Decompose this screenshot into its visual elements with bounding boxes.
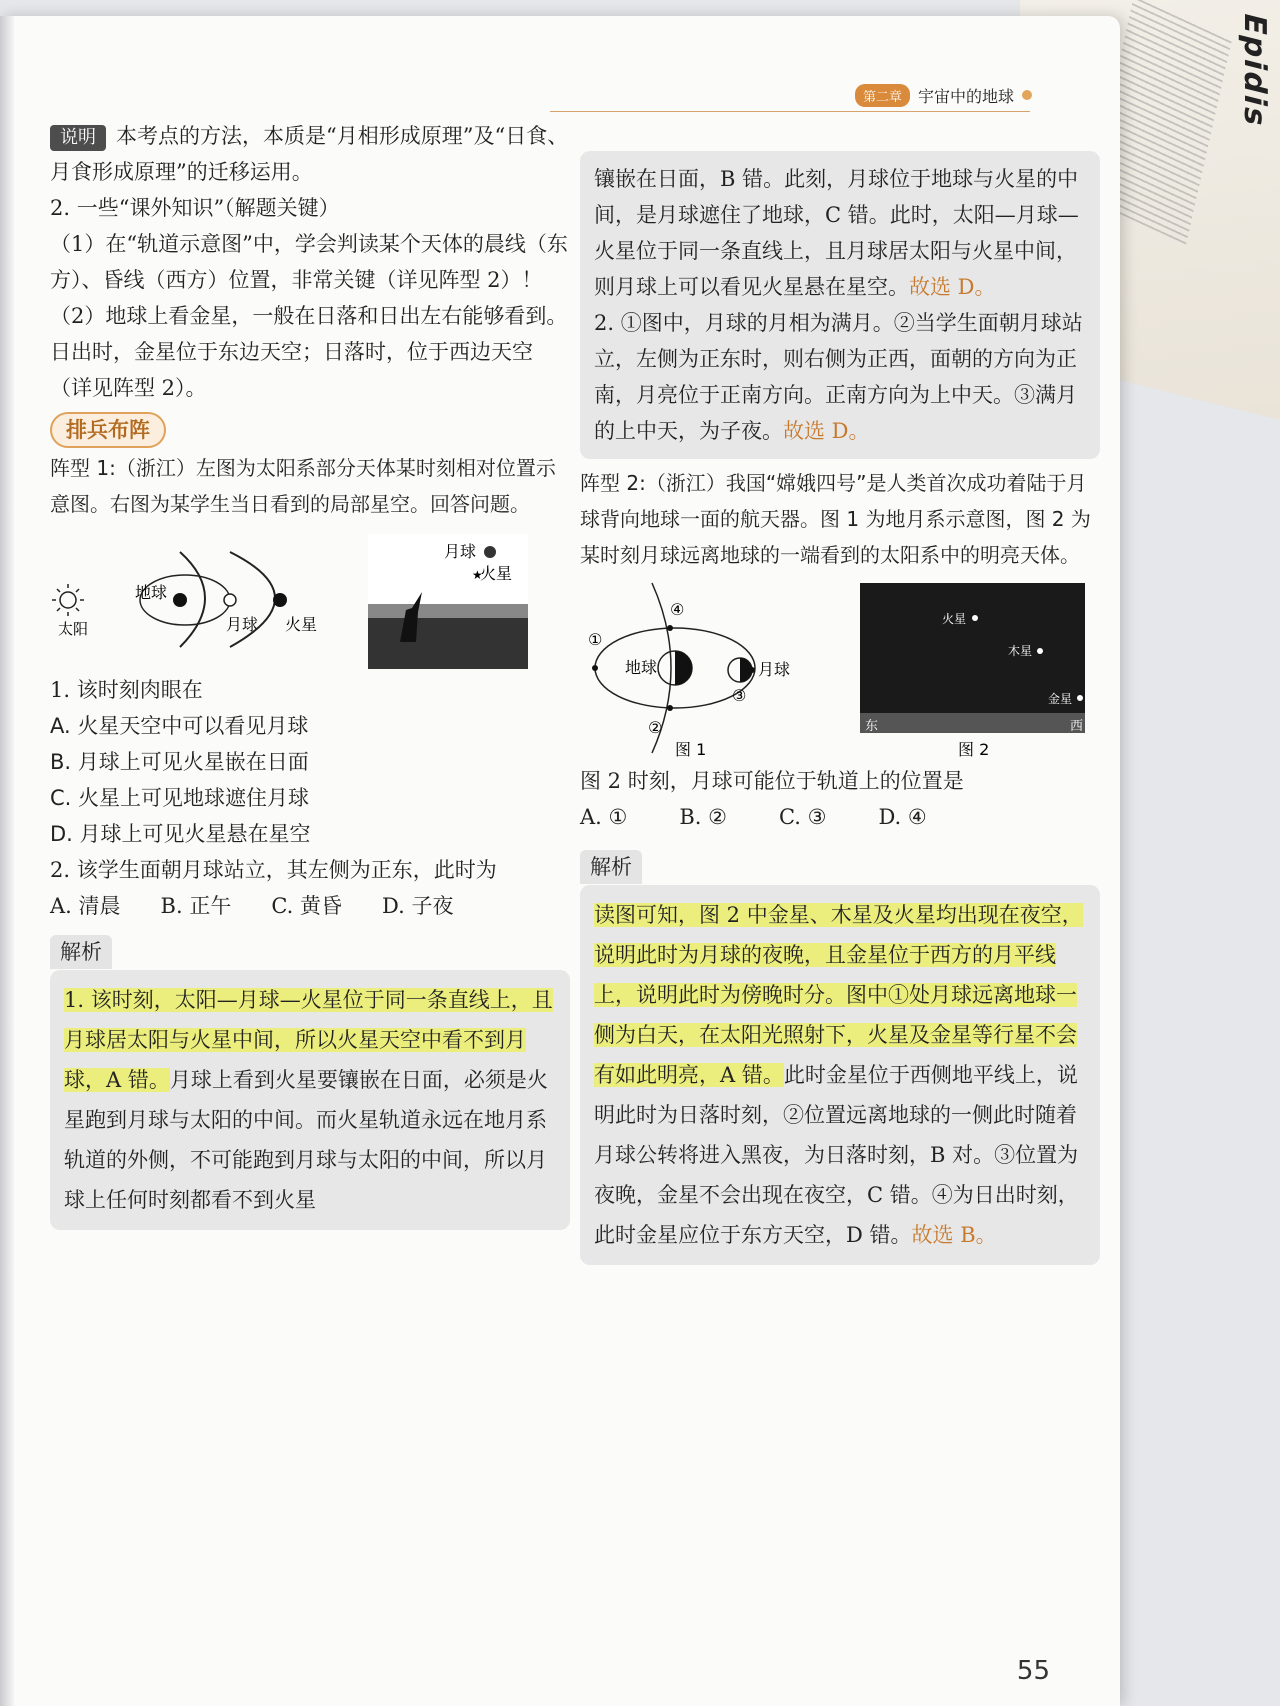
pos-4: ④	[670, 600, 685, 619]
left-analysis-tag: 解析	[50, 935, 112, 969]
pos-2: ②	[648, 718, 663, 737]
photo-label-moon: 月球	[444, 542, 477, 561]
q1-intro: 阵型 1:（浙江）左图为太阳系部分天体某时刻相对位置示意图。右图为某学生当日看到的局部星空。回答问题。	[50, 456, 556, 516]
q1-stem: 1. 该时刻肉眼在	[50, 678, 203, 702]
magazine-title: Epidis	[1237, 9, 1272, 132]
section-heading	[50, 412, 570, 448]
box1-answer: 故选 D。	[909, 275, 996, 299]
figure-earth-moon	[580, 573, 1100, 763]
q3-option-b: B. ②	[679, 805, 727, 829]
label-east: 东	[865, 719, 879, 734]
left-analysis-box	[50, 970, 570, 1230]
right-analysis-tag: 解析	[580, 850, 642, 884]
caption-fig1: 图 1	[675, 740, 707, 759]
item2-2: （2）地球上看金星，一般在日落和日出左右能够看到。日出时，金星位于东边天空；日落时，位于西边天空（详见阵型 2）。	[50, 304, 568, 400]
right-column	[580, 151, 1100, 1265]
left-analysis-rest: 月球上看到火星要镶嵌在日面，必须是火星跑到月球与太阳的中间。而火星轨道永远在地月系轨道的外侧，不可能跑到月球与太阳的中间，所以月球上任何时刻都看不到火星	[64, 1068, 548, 1212]
chapter-title: 宇宙中的地球	[918, 86, 1015, 106]
sun-icon	[52, 584, 84, 616]
left-column	[50, 118, 570, 1230]
label-fig2-jupiter: 木星	[1008, 644, 1033, 658]
fig2-label-earth: 地球	[625, 658, 658, 677]
right-analysis-highlight: 读图可知，图 2 中金星、木星及火星均出现在夜空，说明此时为月球的夜晚，且金星位于西方的月平线上，说明此时为傍晚时分。图中①处月球远离地球一侧为白天，在太阳光照射下，火星及金星等行星不会有如此明亮，A 错。	[594, 903, 1083, 1087]
caption-fig2: 图 2	[958, 740, 990, 759]
page-number: 55	[1016, 1656, 1050, 1686]
label-moon: 月球	[226, 615, 259, 634]
photo-moon-dot	[484, 546, 496, 558]
q2-option-d: D. 子夜	[382, 894, 454, 918]
svg-text:★: ★	[472, 568, 483, 582]
jupiter-star	[1037, 648, 1043, 654]
earth-moon-diagram	[580, 573, 1100, 763]
q1-option-d: D. 月球上可见火星悬在星空	[50, 822, 311, 846]
book-page	[0, 16, 1120, 1706]
q2-option-b: B. 正午	[160, 894, 232, 918]
page-spine-shadow	[0, 16, 14, 1706]
q3-option-c: C. ③	[778, 805, 827, 829]
item2-title: 2. 一些“课外知识”（解题关键）	[50, 196, 340, 220]
fig2-label-moon: 月球	[758, 660, 791, 679]
solar-system-diagram	[50, 522, 570, 672]
q1-option-c: C. 火星上可见地球遮住月球	[50, 786, 310, 810]
q3-option-a: A. ①	[580, 805, 628, 829]
right-analysis-continued	[580, 151, 1100, 459]
night-sky-photo	[368, 534, 528, 669]
right-analysis-box	[580, 885, 1100, 1265]
earth-night-side	[675, 651, 692, 685]
box1-item2-answer: 故选 D。	[783, 419, 870, 443]
venus-star	[1077, 695, 1083, 701]
label-mars: 火星	[285, 615, 318, 634]
item2-1: （1）在“轨道示意图”中，学会判读某个天体的晨线（东方）、昏线（西方）位置，非常关键（详见阵型 2）！	[50, 232, 568, 292]
right-analysis	[580, 849, 1100, 1265]
q2-options	[50, 888, 570, 924]
chapter-badge: 第二章	[855, 84, 910, 107]
q2-option-c: C. 黄昏	[271, 894, 342, 918]
box1-item2: 2. ①图中，月球的月相为满月。②当学生面朝月球站立，左侧为正东时，则右侧为正西，面朝的方向为正南，月亮位于正南方向。正南方向为上中天。③满月的上中天，为子夜。	[594, 311, 1083, 443]
left-analysis-highlight: 1. 该时刻，太阳—月球—火星位于同一条直线上，且月球居太阳与火星中间，所以火星天空中看不到月球，A 错。	[64, 988, 553, 1092]
header-dot-icon	[1022, 90, 1032, 100]
q1-option-b: B. 月球上可见火星嵌在日面	[50, 750, 309, 774]
moon-horizon	[860, 713, 1085, 733]
left-analysis	[50, 934, 570, 1230]
chapter-header	[855, 82, 1032, 108]
label-earth: 地球	[135, 583, 168, 602]
label-west: 西	[1070, 719, 1084, 734]
label-sun: 太阳	[58, 620, 89, 638]
label-fig2-venus: 金星	[1048, 692, 1073, 706]
note-text: 本考点的方法，本质是“月相形成原理”及“日食、月食形成原理”的迁移运用。	[50, 124, 569, 184]
label-fig2-mars: 火星	[942, 612, 967, 626]
q3-stem: 图 2 时刻，月球可能位于轨道上的位置是	[580, 769, 964, 793]
pos-3: ③	[732, 686, 747, 705]
q3-options	[580, 799, 1100, 835]
pos-1: ①	[588, 630, 603, 649]
photo-label-mars: 火星	[480, 564, 513, 583]
mars-star	[972, 615, 978, 621]
figure-solar-system	[50, 522, 570, 672]
box1-text: 镶嵌在日面，B 错。此刻，月球位于地球与火星的中间，是月球遮住了地球，C 错。此时，太阳—月球—火星位于同一条直线上，且月球居太阳与火星中间，则月球上可以看见火星悬在星空。	[594, 167, 1079, 299]
earth-dot	[173, 593, 187, 607]
section-pill: 排兵布阵	[50, 412, 166, 448]
note-tag: 说明	[50, 125, 106, 151]
q2-option-a: A. 清晨	[50, 894, 121, 918]
right-analysis-rest: 此时金星位于西侧地平线上，说明此时为日落时刻，②位置远离地球的一侧此时随着月球公转将进入黑夜，为日落时刻，B 对。③位置为夜晚，金星不会出现在夜空，C 错。④为日出时刻，此时金星应位于东方天空，D 错。	[594, 1063, 1079, 1247]
moon-dot	[224, 594, 236, 606]
night-sky-panel	[860, 583, 1085, 733]
note-paragraph	[50, 118, 570, 190]
header-rule	[550, 111, 1030, 112]
right-analysis-answer: 故选 B。	[911, 1223, 997, 1247]
mars-dot	[273, 593, 287, 607]
q2-stem: 2. 该学生面朝月球站立，其左侧为正东，此时为	[50, 858, 497, 882]
q1-option-a: A. 火星天空中可以看见月球	[50, 714, 309, 738]
q3-intro: 阵型 2:（浙江）我国“嫦娥四号”是人类首次成功着陆于月球背向地球一面的航天器。图 1 为地月系示意图，图 2 为某时刻月球远离地球的一端看到的太阳系中的明亮天体。	[580, 471, 1091, 567]
q3-option-d: D. ④	[878, 805, 927, 829]
